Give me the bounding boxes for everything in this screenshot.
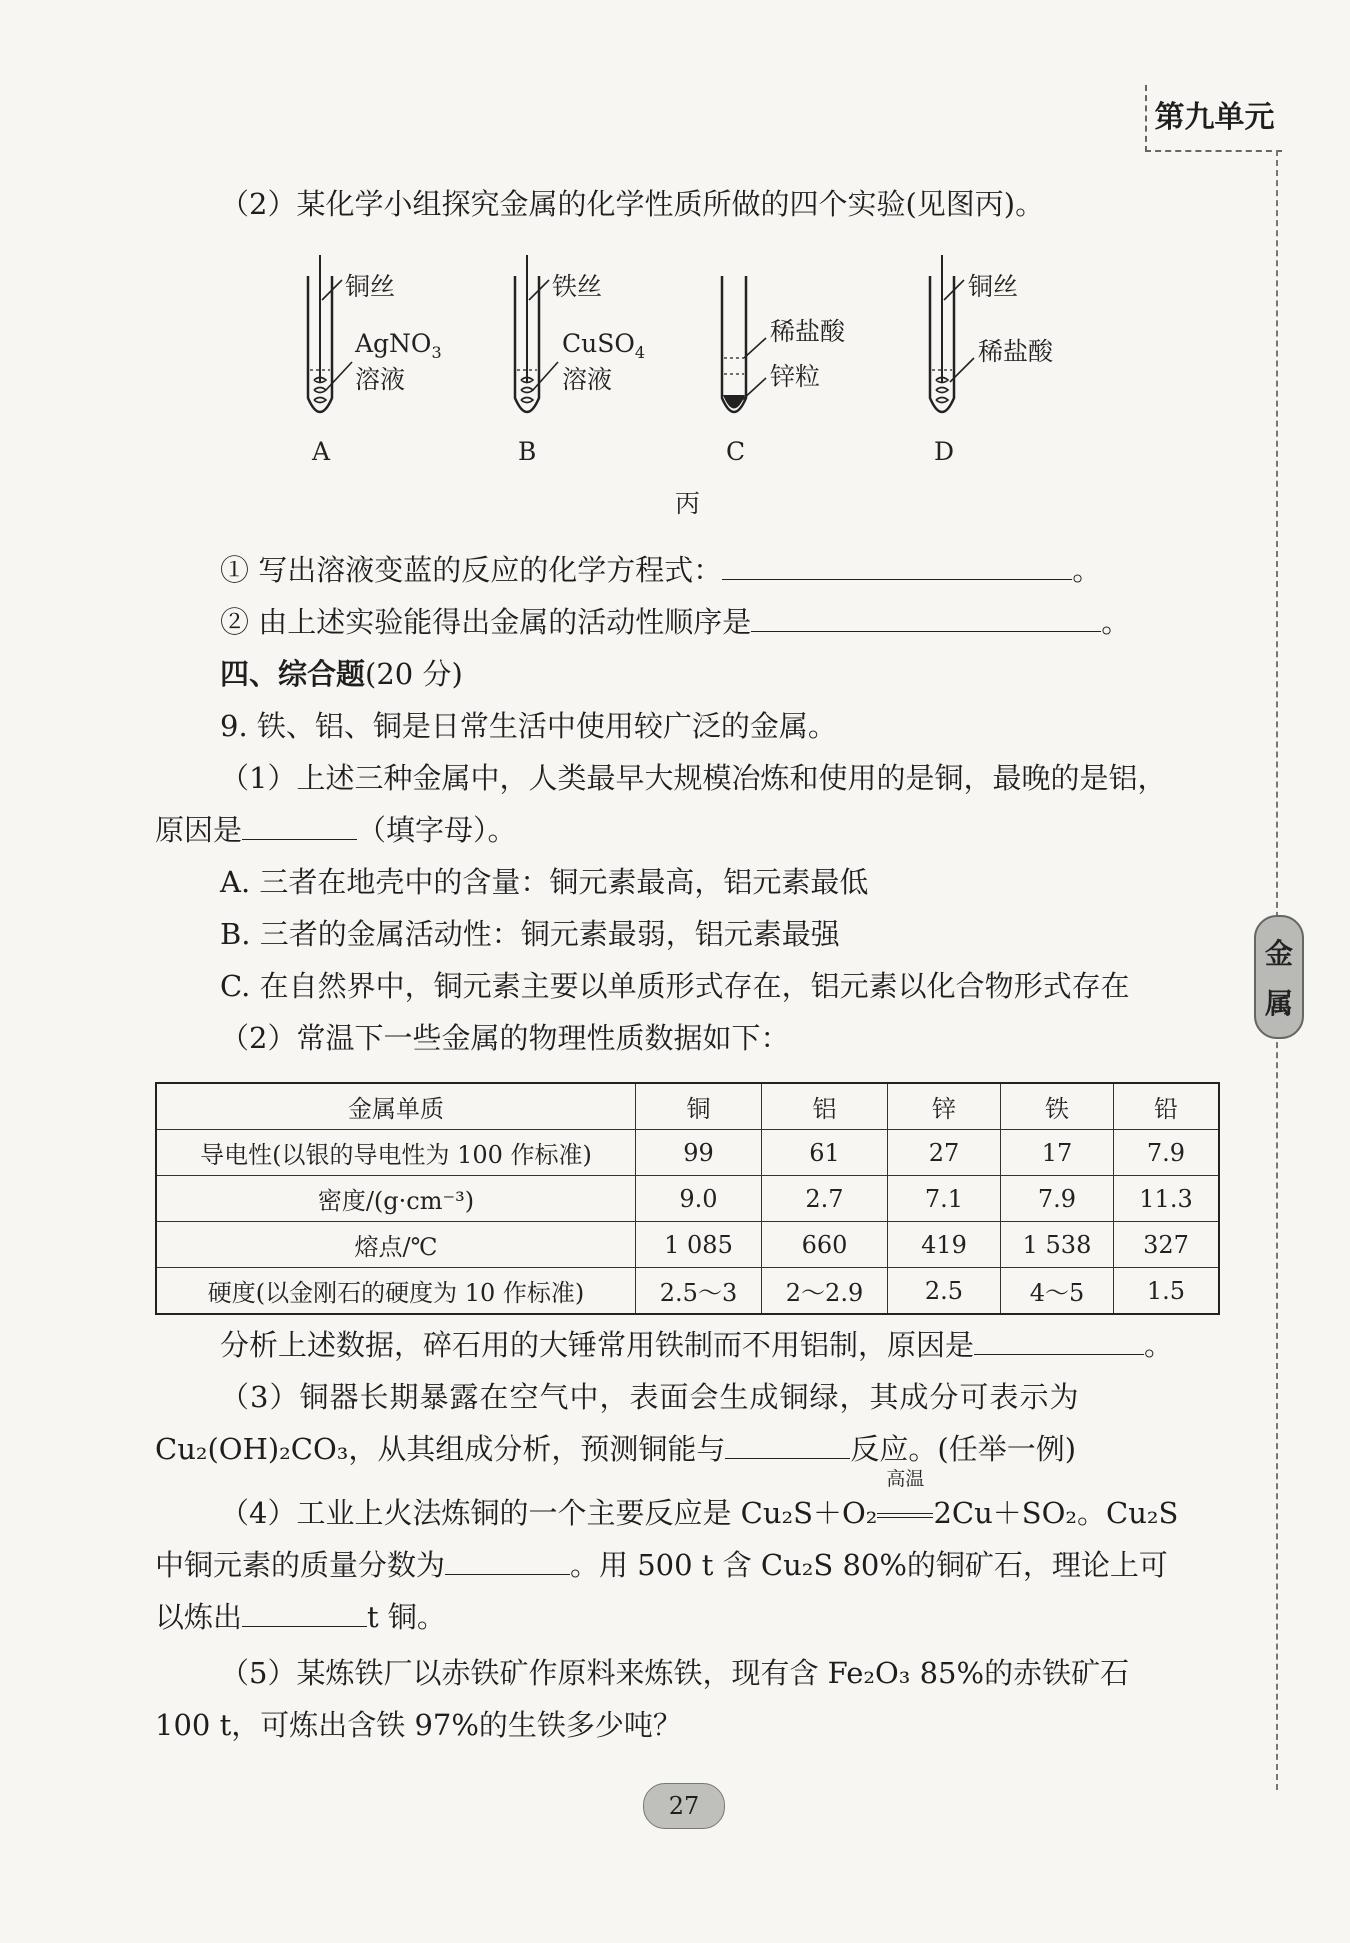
q8-2-sub2 (220, 602, 1130, 642)
q9-3-line1: （3）铜器长期暴露在空气中，表面会生成铜绿，其成分可表示为 (220, 1380, 1080, 1414)
answer-blank[interactable] (242, 811, 357, 840)
q9-3-text: Cu₂(OH)₂CO₃，从其组成分析，预测铜能与 (155, 1432, 726, 1466)
q9-5-line2: 100 t，可炼出含铁 97%的生铁多少吨？ (155, 1708, 682, 1742)
q9-4-equation-right: 2Cu＋SO₂。Cu₂S (933, 1496, 1179, 1530)
q9-4-text-3: 以炼出 (155, 1600, 243, 1634)
table-row (156, 1268, 1219, 1315)
tube-d (930, 255, 1054, 466)
q8-2-sub1-text: ① 写出溶液变蓝的反应的化学方程式： (220, 553, 723, 587)
side-tab-char: 属 (1264, 987, 1293, 1020)
table-header-cell: 金属单质 (156, 1083, 636, 1130)
answer-blank[interactable] (974, 1326, 1144, 1355)
tube-a-solution-label-2: 溶液 (355, 365, 406, 394)
section-title: 四、综合题 (220, 657, 366, 691)
table-cell: 硬度(以金刚石的硬度为 10 作标准) (156, 1268, 636, 1315)
table-cell: 4～5 (1001, 1268, 1114, 1315)
side-tab (1254, 915, 1304, 1039)
q9-2-intro: （2）常温下一些金属的物理性质数据如下： (220, 1021, 790, 1055)
reaction-condition (877, 1468, 933, 1533)
table-cell: 7.9 (1114, 1130, 1220, 1176)
tube-b-solution-label: CuSO (562, 329, 635, 358)
table-cell: 2.5～3 (636, 1268, 762, 1315)
table-row (156, 1130, 1219, 1176)
tube-a-solution-subscript: 3 (431, 343, 442, 362)
answer-blank[interactable] (722, 551, 1072, 580)
q9-1-line1: （1）上述三种金属中，人类最早大规模冶炼和使用的是铜，最晚的是铝， (220, 761, 1167, 795)
table-cell: 1.5 (1114, 1268, 1220, 1315)
section-heading (220, 654, 463, 694)
tube-c-solid-label: 锌粒 (770, 362, 821, 391)
page-number: 27 (643, 1783, 725, 1829)
q9-4-text-4: t 铜。 (367, 1600, 446, 1634)
q9-stem: 9. 铁、铝、铜是日常生活中使用较广泛的金属。 (220, 709, 837, 743)
table-cell: 密度/(g·cm⁻³) (156, 1176, 636, 1222)
q9-2-analysis (220, 1325, 1173, 1365)
tube-c (722, 276, 846, 466)
table-cell: 导电性(以银的导电性为 100 作标准) (156, 1130, 636, 1176)
table-cell: 熔点/℃ (156, 1222, 636, 1268)
table-cell: 99 (636, 1130, 762, 1176)
q9-3-line2 (155, 1429, 1076, 1469)
tube-b (515, 255, 645, 466)
experiment-figure (290, 250, 1110, 520)
q9-1-line2 (155, 810, 517, 850)
metal-properties-table (155, 1082, 1220, 1315)
svg-text:CuSO4 (562, 329, 645, 362)
option-a: A. 三者在地壳中的含量：铜元素最高，铝元素最低 (220, 865, 869, 899)
option-c: C. 在自然界中，铜元素主要以单质形式存在，铝元素以化合物形式存在 (220, 969, 1130, 1003)
section-score: (20 分) (365, 657, 463, 691)
q9-4-line2 (155, 1545, 1168, 1585)
unit-label: 第九单元 (1145, 85, 1282, 152)
tube-d-liquid-label: 稀盐酸 (978, 337, 1054, 366)
table-row (156, 1176, 1219, 1222)
table-header-cell: 铁 (1001, 1083, 1114, 1130)
tube-d-wire-label: 铜丝 (968, 272, 1019, 301)
table-cell: 1 085 (636, 1222, 762, 1268)
tube-b-solution-subscript: 4 (634, 343, 646, 362)
table-cell: 1 538 (1001, 1222, 1114, 1268)
q9-3-hint: 反应。(任举一例) (850, 1432, 1077, 1466)
q9-4-text: 中铜元素的质量分数为 (155, 1548, 446, 1582)
answer-blank[interactable] (445, 1546, 570, 1575)
tube-d-letter: D (934, 437, 955, 466)
table-cell: 327 (1114, 1222, 1220, 1268)
table-cell: 7.1 (888, 1176, 1001, 1222)
q9-1-text: 原因是 (155, 813, 243, 847)
q9-4-equation-left: （4）工业上火法炼铜的一个主要反应是 Cu₂S＋O₂ (220, 1496, 878, 1530)
option-b: B. 三者的金属活动性：铜元素最弱，铝元素最强 (220, 917, 840, 951)
table-header-cell: 铝 (762, 1083, 888, 1130)
q9-1-hint: （填字母）。 (357, 813, 517, 847)
answer-blank[interactable] (751, 603, 1101, 632)
table-cell: 17 (1001, 1130, 1114, 1176)
table-header-cell: 铜 (636, 1083, 762, 1130)
table-cell: 11.3 (1114, 1176, 1220, 1222)
q9-2-analysis-end: 。 (1144, 1328, 1174, 1362)
table-row (156, 1222, 1219, 1268)
table-cell: 2.7 (762, 1176, 888, 1222)
q9-4-line3 (155, 1597, 446, 1637)
tube-b-wire-label: 铁丝 (552, 272, 603, 301)
table-cell: 2～2.9 (762, 1268, 888, 1315)
tube-c-letter: C (726, 437, 746, 466)
reaction-condition-label: 高温 (886, 1468, 925, 1490)
table-cell: 61 (762, 1130, 888, 1176)
tube-a-letter: A (312, 437, 331, 466)
table-header-cell: 铅 (1114, 1083, 1220, 1130)
q8-2-sub1 (220, 550, 1101, 590)
answer-blank[interactable] (725, 1430, 850, 1459)
answer-blank[interactable] (242, 1598, 367, 1627)
tube-a-solution-label: AgNO (355, 329, 432, 358)
q8-2-sub2-end: 。 (1101, 605, 1131, 639)
table-header-row (156, 1083, 1219, 1130)
q8-2-sub1-end: 。 (1072, 553, 1102, 587)
side-tab-char: 金 (1264, 937, 1293, 970)
tube-b-solution-label-2: 溶液 (562, 365, 613, 394)
tube-a-wire-label: 铜丝 (345, 272, 396, 301)
q9-4-line1 (220, 1468, 1179, 1533)
q8-2-sub2-text: ② 由上述实验能得出金属的活动性顺序是 (220, 605, 752, 639)
table-cell: 7.9 (1001, 1176, 1114, 1222)
table-cell: 27 (888, 1130, 1001, 1176)
table-cell: 419 (888, 1222, 1001, 1268)
table-cell: 9.0 (636, 1176, 762, 1222)
q9-4-text-2: 。用 500 t 含 Cu₂S 80%的铜矿石，理论上可 (570, 1548, 1168, 1582)
tube-b-letter: B (518, 437, 537, 466)
figure-caption: 丙 (675, 489, 701, 518)
table-cell: 660 (762, 1222, 888, 1268)
table-cell: 2.5 (888, 1268, 1001, 1315)
q8-2-intro: （2）某化学小组探究金属的化学性质所做的四个实验(见图丙)。 (220, 187, 1045, 221)
q9-2-analysis-text: 分析上述数据，碎石用的大锤常用铁制而不用铝制，原因是 (220, 1328, 975, 1362)
table-header-cell: 锌 (888, 1083, 1001, 1130)
q9-5-line1: （5）某炼铁厂以赤铁矿作原料来炼铁，现有含 Fe₂O₃ 85%的赤铁矿石 (220, 1656, 1130, 1690)
tube-c-liquid-label: 稀盐酸 (770, 317, 846, 346)
svg-text:AgNO3 (354, 329, 442, 362)
tube-a (308, 255, 442, 466)
